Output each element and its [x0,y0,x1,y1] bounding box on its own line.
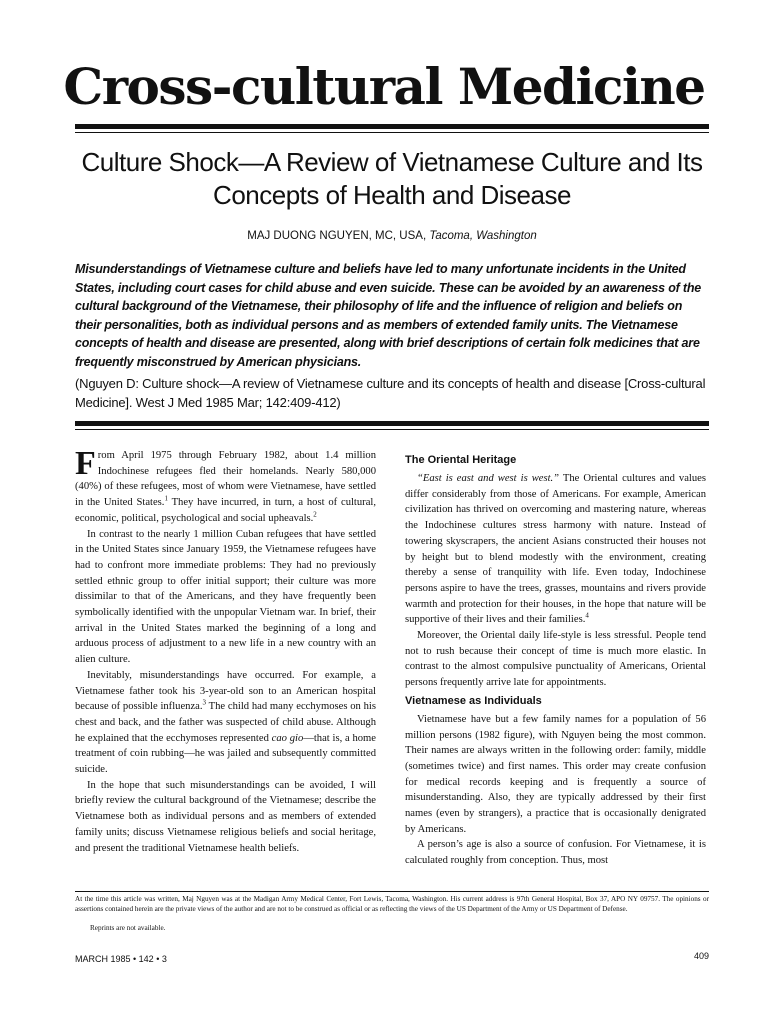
top-thin-rule [75,132,709,133]
right-column [405,453,706,869]
abstract: Misunderstandings of Vietnamese culture and beliefs have led to many unfortunate incidents in the United States, including court cases for child abuse and even suicide. These can be avoided by an awareness of the cultural background of the Vietnamese, their philosophy of life and the influence of religion and beliefs on their personalities, both as individual persons and as members of extended family units. The Vietnamese concepts of health and disease are presented, along with brief descriptions of certain folk medicines that are frequently misconstrued by American physicians. [75,262,702,369]
italic-term: cao gio [271,732,304,744]
byline [75,229,709,243]
page-number: 409 [693,951,709,961]
paragraph: In contrast to the nearly 1 million Cuban refugees that have settled in the United States since January 1959, the Vietnamese refugees have had to confront more immediate problems: They had no previously settled ethnic group to offer initial support; their culture was more dissimilar to that of the Americans, and they have frequently been symbolically identified with the unpopular Vietnam war. In brief, their arrival in the United States marked the beginning of a long and arduous process of adjustment to a new life in a new country with an alien culture. [75,528,376,666]
paragraph: A person’s age is also a source of confusion. For Vietnamese, it is calculated roughly from conception. Thus, most [405,839,706,867]
issue-folio: MARCH 1985 • 142 • 3 [75,954,167,964]
paragraph: From April 1975 through February 1982, about 1.4 million Indochinese refugees fled their homelands. Nearly 580,000 (40%) of these refugees, most of whom were Vietnamese, have settled in the United States.$^1$ They have incurred, in turn, a host of cultural, economic, political, psychological and social upheavals.$^2$ [75,445,376,524]
section-heading-oriental-heritage: The Oriental Heritage [405,454,517,466]
paragraph: “East is east and west is west.” The Oriental cultures and values differ considerably from those of Americans. For example, American civilization has thrived on overcoming and mastering nature, whereas the Indochinese cultures stress harmony with nature. Instead of towering skyscrapers, the ancient Asians constructed their houses not by height but to blend modestly with the environment, creating thereby a sense of tranquility with life. Even today, Indochinese persons aspire to have the trees, grasses, mountains and rivers provide warmth and protection for their houses, in the hope that nature will be supportive of their lives and their families.$^4$ [405,473,706,626]
paragraph: In the hope that such misunderstandings can be avoided, I will briefly review the cultural background of the Vietnamese; describe the Vietnamese both as individual persons and as members of extended family units; discuss Vietnamese religious beliefs and social heritage, and present the traditional Vietnamese health beliefs. [75,779,376,854]
reference-marker: 2 [313,510,317,519]
top-thick-rule [75,124,709,129]
byline-location: Tacoma, Washington [429,230,537,242]
mid-thin-rule [75,429,709,430]
reference-marker: 3 [202,698,207,707]
reference-marker: 1 [164,494,168,503]
byline-author: MAJ DUONG NGUYEN, MC, USA, [247,230,427,242]
reprints-note: Reprints are not available. [90,924,166,932]
drop-cap: F [75,445,96,482]
section-heading-vietnamese-as-individuals: Vietnamese as Individuals [405,694,542,707]
paragraph: Vietnamese have but a few family names for a population of 56 million persons (1982 figure), with Nguyen being the most common. Their names are always written in the following order: family, middle (sometimes twice) and first names. This order may create confusion for medical records keeping and is frequently a source of misunderstanding. Also, they are typically addressed by their first names (even by strangers), a practice that is occasionally denigrated by Americans. [405,713,706,835]
journal-section-title: Cross-cultural Medicine [63,57,705,116]
paragraph: Inevitably, misunderstandings have occurred. For example, a Vietnamese father took his 3-year-old son to an American hospital because of possible influenza.$^3$ The child had many ecchymoses on his chest and back, and the father was suspected of child abuse. Although he explained that the ecchymoses represented cao gio—that is, a home treatment of coin rubbing—he was jailed and subsequently committed suicide. [75,669,376,776]
footnote-rule [75,891,709,892]
mid-thick-rule [75,421,709,426]
citation: (Nguyen D: Culture shock—A review of Vietnamese culture and its concepts of health and disease [Cross-cultural Medicine]. West J Med 1985 Mar; 142:409-412) [75,376,706,410]
reference-marker: 4 [585,611,589,620]
paragraph: Moreover, the Oriental daily life-style is less stressful. People tend not to rush because their concept of time is much more elastic. In contrast to the almost compulsive punctuality of Americans, Oriental persons frequently arrive late for appointments. [405,630,706,689]
italic-quote: “East is east and west is west.” [417,473,560,484]
left-column [75,445,376,856]
article-title: Culture Shock—A Review of Vietnamese Culture and Its Concepts of Health and Disease [81,147,703,210]
author-footnote: At the time this article was written, Maj Nguyen was at the Madigan Army Medical Center, Fort Lewis, Tacoma, Washington. His current address is 97th General Hospital, Box 37, APO NY 09757. The opinions or assertions contained herein are the private views of the author and are not to be construed as official or as reflecting the views of the US Department of the Army or US Department of Defense. [75,895,709,913]
